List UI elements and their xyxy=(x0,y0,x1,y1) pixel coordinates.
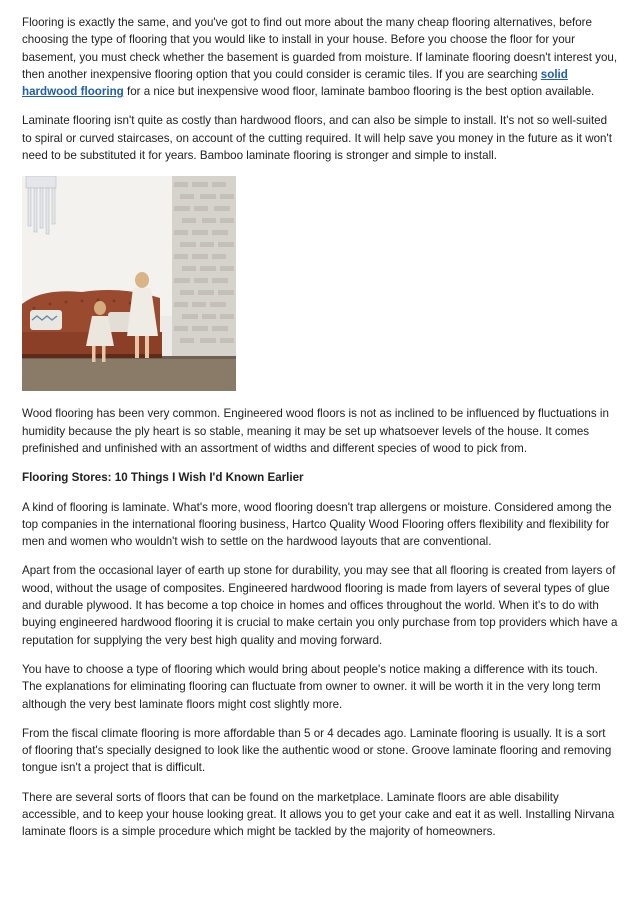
paragraph-4: A kind of flooring is laminate. What's more, wood flooring doesn't trap allergens or moisture. Considered among the top companies in the international flooring business, Hartco Quality Wood Flooring offers flexibility and flexibility for men and women who wouldn't wish to settle on the hardwood layouts that are conventional. xyxy=(22,500,612,549)
paragraph-5: Apart from the occasional layer of earth up stone for durability, you may see that all flooring is created from layers of wood, without the usage of composites. Engineered hardwood flooring is made from layers of several types of glue and durable plywood. It has become a top choice in homes and offices throughout the world. When it's to do with buying engineered hardwood flooring it is crucial to make certain you only purchase from top providers which have a reputation for supplying the very best high quality and moving forward. xyxy=(22,564,618,647)
section-heading: Flooring Stores: 10 Things I Wish I'd Known Earlier xyxy=(22,471,304,485)
paragraph-8: There are several sorts of floors that can be found on the marketplace. Laminate floors are able disability accessible, and to keep your house looking great. It allows you to get your cake and eat it as well. Installing Nirvana laminate floors is a simple procedure which might be tackled by the majority of homeowners. xyxy=(22,790,615,839)
paragraph-2: Laminate flooring isn't quite as costly than hardwood floors, and can also be simple to install. It's not so well-suited to spiral or curved staircases, on account of the cutting required. It will help save you money in the future as it won't need to be substituted it for years. Bamboo laminate flooring is stronger and simple to install. xyxy=(22,114,612,163)
paragraph-1 xyxy=(22,14,618,100)
paragraph-7: From the fiscal climate flooring is more affordable than 5 or 4 decades ago. Laminate flooring is usually. It is a sort of flooring that's specially designed to look like the authentic wood or stone. Groove laminate flooring and removing tongue isn't a project that is difficult. xyxy=(22,726,612,775)
paragraph-3: Wood flooring has been very common. Engineered wood floors is not as inclined to be influenced by fluctuations in humidity because the ply heart is so stable, meaning it may be set up whatsoever levels of the house. It comes prefinished and unfinished with an assortment of widths and different species of wood to pick from. xyxy=(22,407,609,455)
paragraph-1-text: Flooring is exactly the same, and you've got to find out more about the many cheap flooring alternatives, before choosing the type of flooring that you would like to install in your house. Before you choose the floor for your basement, you must check whether the basement is guarded from moisture. If laminate flooring doesn't interest you, then another inexpensive flooring option that you could consider is ceramic tiles. If you are searching xyxy=(22,16,618,81)
solid-hardwood-flooring-link[interactable]: solid hardwood flooring xyxy=(22,67,568,99)
paragraph-6: You have to choose a type of flooring which would bring about people's notice making a difference with its touch. The explanations for eliminating flooring can fluctuate from owner to owner. it will be worth it in the very long term although the very best laminate floors might cost slightly more. xyxy=(22,662,601,711)
paragraph-1-text-end: for a nice but inexpensive wood floor, laminate bamboo flooring is the best option available. xyxy=(123,85,595,99)
living-room-photo xyxy=(22,176,236,391)
